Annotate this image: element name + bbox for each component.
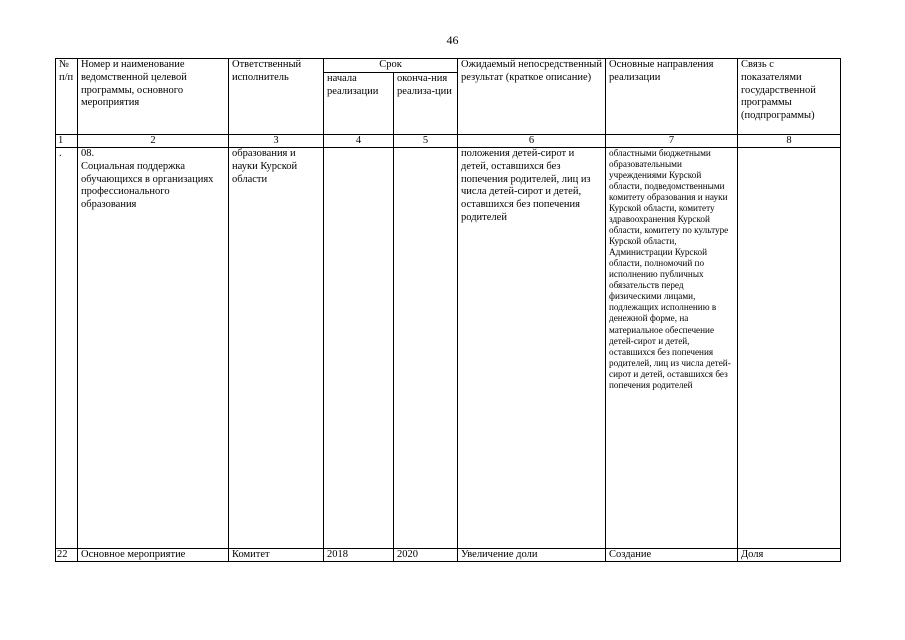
header-executor: Ответственный исполнитель [229, 59, 324, 135]
row-result: положения детей-сирот и детей, оставшихся без попечения родителей, лиц из числа детей-сирот и детей, оставшихся без попечения родителей [458, 148, 606, 549]
header-start: начала реализации [324, 72, 394, 134]
column-number-row [56, 135, 841, 148]
row-start: 2018 [324, 549, 394, 562]
header-directions: Основные направления реализации [606, 59, 738, 135]
table-row [56, 549, 841, 562]
header-result: Ожидаемый непосредственный результат (краткое описание) [458, 59, 606, 135]
row-link [738, 148, 841, 549]
row-name: 08. Социальная поддержка обучающихся в организациях профессионального образования [78, 148, 229, 549]
row-start [324, 148, 394, 549]
row-executor: образования и науки Курской области [229, 148, 324, 549]
column-number: 8 [738, 135, 841, 148]
header-end: оконча-ния реализа-ции [394, 72, 458, 134]
row-executor: Комитет [229, 549, 324, 562]
header-srok: Срок [324, 59, 458, 73]
row-num: . [56, 148, 78, 549]
row-name: Основное мероприятие [78, 549, 229, 562]
column-number: 4 [324, 135, 394, 148]
row-directions: областными бюджетными образовательными учреждениями Курской области, подведомственными комитету образования и науки Курской области, комитету здравоохранения Курской области, комитету по культуре Курской области, Администрации Курской области, полномочий по исполнению публичных обязательств перед физическими лицами, подлежащих исполнению в денежной форме, на материальное обеспечение детей-сирот и детей, оставшихся без попечения родителей, лиц из числа детей-сирот и детей, оставшихся без попечения родителей [606, 148, 738, 549]
program-table [55, 58, 841, 562]
row-directions: Создание [606, 549, 738, 562]
row-num: 22 [56, 549, 78, 562]
column-number: 7 [606, 135, 738, 148]
column-number: 1 [56, 135, 78, 148]
header-num: № п/п [56, 59, 78, 135]
row-end [394, 148, 458, 549]
page-number: 46 [446, 33, 459, 47]
column-number: 3 [229, 135, 324, 148]
column-number: 2 [78, 135, 229, 148]
header-link: Связь с показателями государственной программы (подпрограммы) [738, 59, 841, 135]
column-number: 6 [458, 135, 606, 148]
row-link: Доля [738, 549, 841, 562]
row-result: Увеличение доли [458, 549, 606, 562]
row-end: 2020 [394, 549, 458, 562]
column-number: 5 [394, 135, 458, 148]
header-row [56, 59, 841, 73]
header-name: Номер и наименование ведомственной целевой программы, основного мероприятия [78, 59, 229, 135]
table-row [56, 148, 841, 549]
